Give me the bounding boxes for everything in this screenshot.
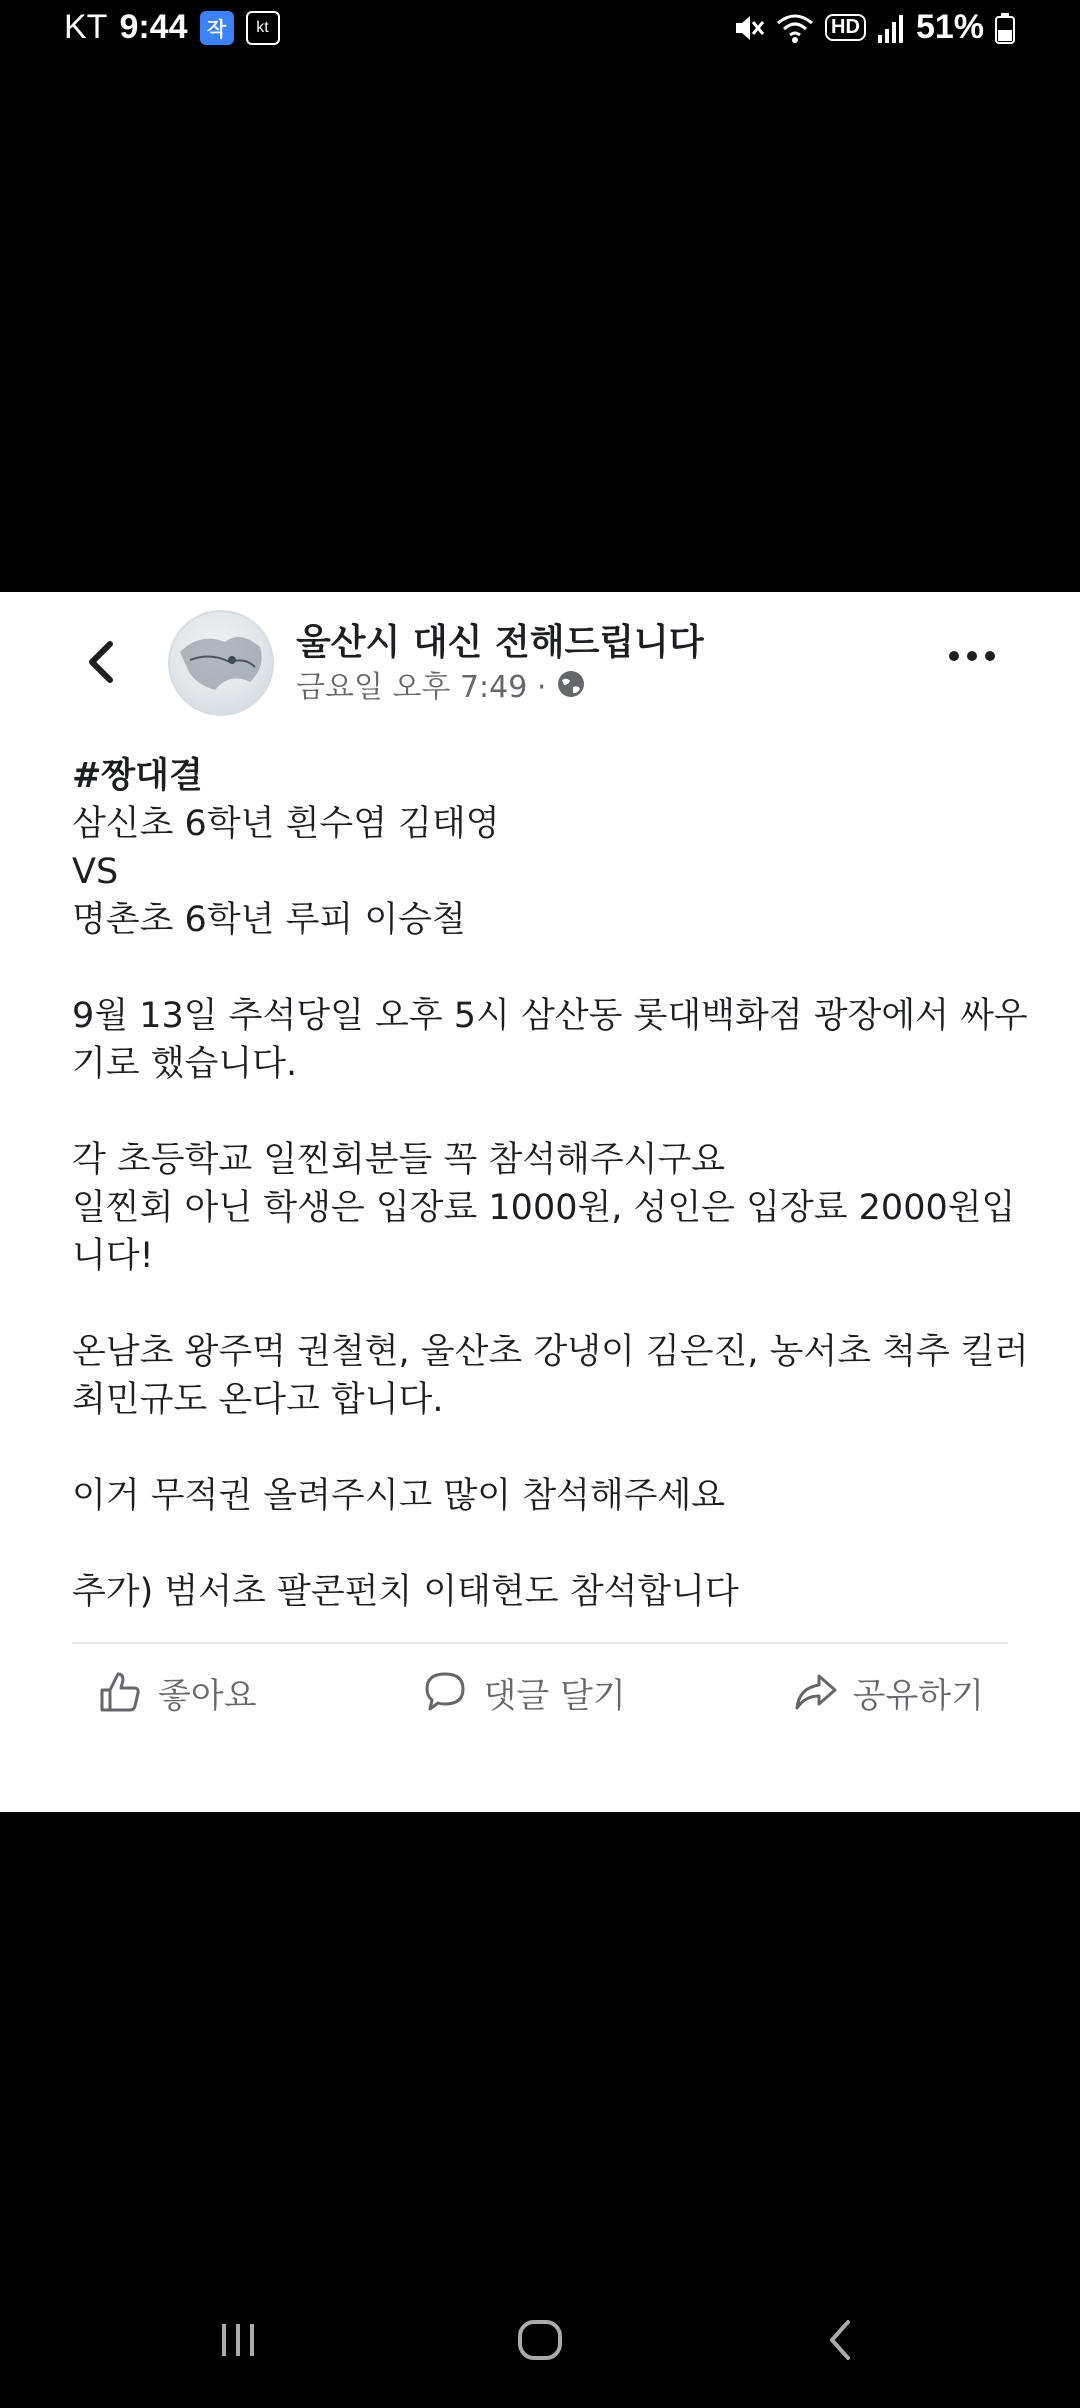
comment-icon [421,1668,469,1716]
post-card [0,592,1080,1812]
post-line-blank [72,944,1012,992]
page-name[interactable]: 울산시 대신 전해드립니다 [296,622,704,663]
back-arrow-icon[interactable] [78,632,128,692]
app-notification-icon: 작 [200,11,234,45]
thumbs-up-icon [96,1668,144,1716]
status-left [64,8,280,47]
more-options-icon[interactable] [942,636,1002,676]
post-meta [296,662,586,706]
recent-apps-icon[interactable] [208,2310,268,2370]
comment-button[interactable] [397,1652,649,1732]
kt-notification-icon: kt [246,11,280,45]
post-timestamp[interactable]: 금요일 오후 7:49 · [296,670,547,705]
like-button[interactable] [72,1652,281,1732]
post-line: 삼신초 6학년 흰수염 김태영 [72,804,500,844]
mute-icon [731,11,765,45]
post-header [0,592,1080,732]
share-button[interactable] [767,1652,1008,1732]
post-line: 9월 13일 추석당일 오후 5시 삼산동 롯대백화점 광장에서 싸우 [72,996,1028,1036]
actions-divider [72,1642,1008,1644]
share-label: 공유하기 [852,1675,984,1716]
battery-icon [994,11,1016,45]
hd-icon: HD [825,14,866,41]
post-line: 니다! [72,1236,154,1276]
map-avatar-icon [170,612,274,716]
post-line-blank [72,1424,1012,1472]
share-icon [791,1668,839,1716]
signal-icon [876,11,906,45]
post-line-blank [72,1088,1012,1136]
post-hashtag[interactable]: #짱대결 [72,756,203,796]
post-line: 일찐회 아닌 학생은 입장료 1000원, 성인은 입장료 2000원입 [72,1188,1016,1228]
battery-percent: 51% [915,8,984,46]
clock: 9:44 [119,8,188,46]
home-icon[interactable] [510,2310,570,2370]
post-line: 최민규도 온다고 합니다. [72,1380,444,1420]
post-actions [72,1652,1008,1732]
post-line: VS [72,852,119,892]
post-line: 추가) 범서초 팔콘펀치 이태현도 참석합니다 [72,1572,739,1612]
back-nav-icon[interactable] [812,2310,872,2370]
post-line: 이거 무적권 올려주시고 많이 참석해주세요 [72,1476,726,1516]
like-label: 좋아요 [158,1675,257,1716]
post-line: 온남초 왕주먹 권철현, 울산초 강냉이 김은진, 농서초 척추 킬러 [72,1332,1029,1372]
navigation-bar [0,2270,1080,2408]
status-bar [0,0,1080,60]
carrier-label: KT [64,8,108,46]
post-line-blank [72,1280,1012,1328]
post-line: 기로 했습니다. [72,1044,298,1084]
status-right [731,8,1016,47]
post-line-blank [72,1520,1012,1568]
comment-label: 댓글 달기 [483,1675,626,1716]
globe-icon [556,669,586,699]
post-line: 각 초등학교 일찐회분들 꼭 참석해주시구요 [72,1140,726,1180]
wifi-icon [775,11,815,45]
page-avatar[interactable] [168,610,274,716]
post-line: 명촌초 6학년 루피 이승철 [72,900,466,940]
post-body [72,752,1029,1616]
